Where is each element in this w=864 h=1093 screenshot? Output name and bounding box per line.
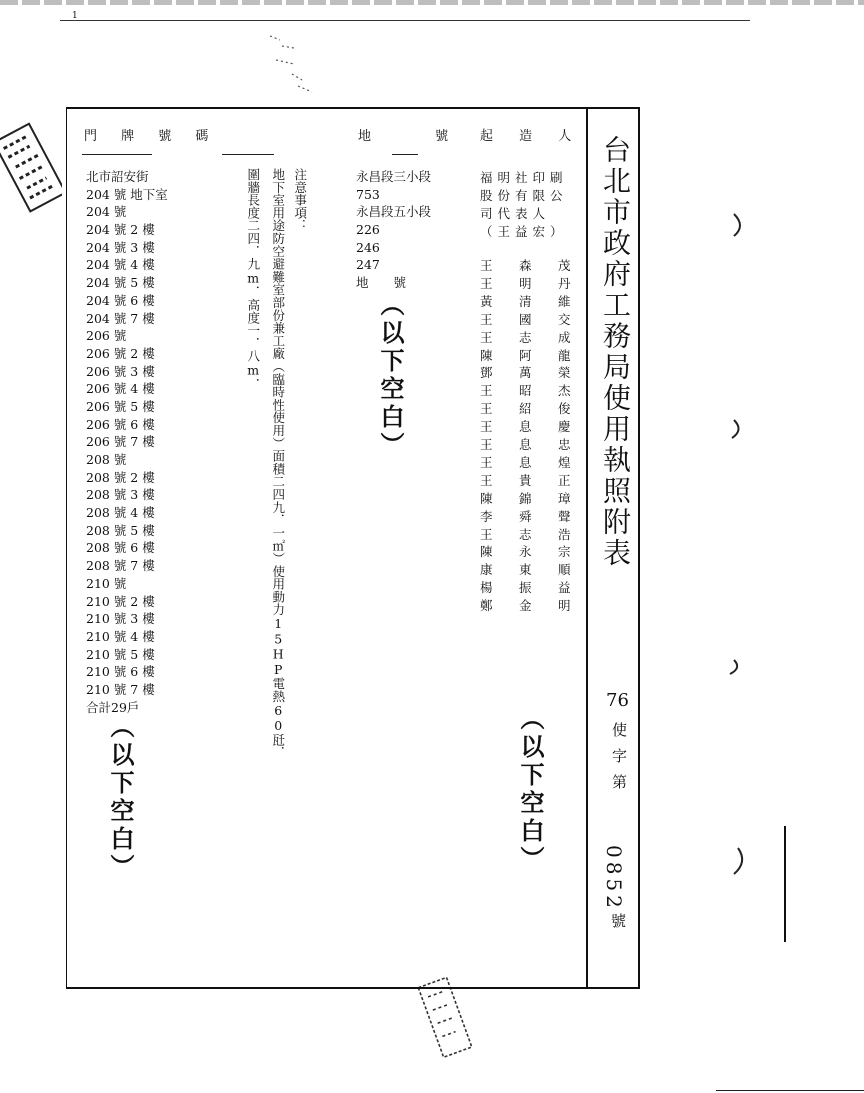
address-item: 206 號 7 樓 xyxy=(86,434,155,450)
top-rule xyxy=(60,20,750,21)
address-item: 208 號 xyxy=(86,452,127,467)
builder-name: 王 昭 杰 xyxy=(480,383,578,399)
builder-name: 王 國 交 xyxy=(480,311,578,327)
address-item: 210 號 6 樓 xyxy=(86,664,155,680)
blank-mark-address: （以下空白） xyxy=(106,714,134,882)
lot-item: 753 xyxy=(356,186,380,202)
address-item: 206 號 xyxy=(86,328,127,344)
note-heading: 注意事項： xyxy=(292,168,308,232)
lot-item: 地 號 xyxy=(356,275,407,291)
address-item: 206 號 6 樓 xyxy=(86,416,155,432)
address-item: 210 號 2 樓 xyxy=(86,593,155,609)
address-item: 208 號 2 樓 xyxy=(86,469,155,485)
permit-label: 使字第 xyxy=(610,722,628,800)
header-builder: 起 造 人 xyxy=(480,129,573,144)
lot-item: 永昌段五小段 xyxy=(356,204,432,220)
address-item: 210 號 7 樓 xyxy=(86,681,155,697)
builder-name: 鄭 金 明 xyxy=(480,598,578,614)
bottom-right-rule xyxy=(716,1090,864,1091)
address-item: 204 號 地下室 xyxy=(86,186,168,202)
lot-list xyxy=(356,168,431,292)
header-address: 門 牌 號 碼 xyxy=(84,129,210,144)
builder-name: 陳 永 宗 xyxy=(480,544,578,560)
address-item: 204 號 6 樓 xyxy=(86,292,155,308)
address-item: 208 號 7 樓 xyxy=(86,558,155,574)
stamp-left-mark xyxy=(0,118,62,218)
builder-name: 王 志 浩 xyxy=(480,526,578,542)
header-underline-1 xyxy=(82,154,152,155)
address-item: 210 號 xyxy=(86,575,127,591)
address-item: 208 號 3 樓 xyxy=(86,487,155,503)
address-item: 208 號 5 樓 xyxy=(86,522,155,538)
builder-name: 王 貴 正 xyxy=(480,472,578,488)
builder-name: 康 東 順 xyxy=(480,562,578,578)
permit-suffix: 號 xyxy=(611,912,627,930)
right-vertical-rule xyxy=(784,826,786,942)
builder-name: 楊 振 益 xyxy=(480,580,578,596)
lot-item: 247 xyxy=(356,257,380,273)
header-underline-3 xyxy=(392,154,418,155)
builder-name: 黃 清 維 xyxy=(480,293,578,309)
permit-year: 76 xyxy=(606,690,629,711)
address-item: 208 號 6 樓 xyxy=(86,540,155,556)
address-item: 北市詔安街 xyxy=(86,169,149,184)
builder-name: 陳 錦 璋 xyxy=(480,490,578,506)
builder-company-line: 股份有限公 xyxy=(480,187,568,203)
address-item: 206 號 4 樓 xyxy=(86,381,155,397)
address-item: 204 號 4 樓 xyxy=(86,257,155,273)
address-item: 204 號 xyxy=(86,204,127,220)
page-number: 1 xyxy=(72,11,78,21)
note-wall-dimensions: 圍牆長度二四．九m．高度一．八m． xyxy=(245,168,261,391)
blank-mark-builder: （以下空白） xyxy=(516,706,544,874)
address-list xyxy=(86,168,168,716)
permit-number: 0852 xyxy=(602,845,626,912)
margin-marks xyxy=(720,200,780,900)
builder-name: 王 息 煌 xyxy=(480,454,578,470)
document-title: 台北市政府工務局使用執照附表 xyxy=(599,135,632,569)
address-item: 204 號 7 樓 xyxy=(86,310,155,326)
top-scan-edge xyxy=(0,0,864,5)
address-item: 204 號 2 樓 xyxy=(86,222,155,238)
builder-name: 王 志 成 xyxy=(480,329,578,345)
address-item: 206 號 5 樓 xyxy=(86,398,155,414)
address-item: 206 號 2 樓 xyxy=(86,345,155,361)
blank-mark-lot: （以下空白） xyxy=(376,292,404,460)
builder-name: 王 息 忠 xyxy=(480,437,578,452)
stamp-top-mark xyxy=(262,30,322,100)
address-item: 210 號 4 樓 xyxy=(86,628,155,644)
address-item: 210 號 5 樓 xyxy=(86,646,155,662)
address-item: 204 號 3 樓 xyxy=(86,239,155,255)
header-underline-2 xyxy=(222,154,274,155)
builder-name: 王 明 丹 xyxy=(480,275,578,291)
builder-name: 王 紹 俊 xyxy=(480,401,578,417)
builder-company-line: 司代表人 xyxy=(480,205,551,221)
builder-name: 王 息 慶 xyxy=(480,419,578,435)
address-item: 合計29戶 xyxy=(86,699,140,715)
address-item: 210 號 3 樓 xyxy=(86,611,155,627)
builder-company-line: （王益宏） xyxy=(480,223,568,239)
lot-item: 226 xyxy=(356,222,380,238)
lot-item: 246 xyxy=(356,239,380,255)
address-item: 208 號 4 樓 xyxy=(86,505,155,521)
address-item: 204 號 5 樓 xyxy=(86,275,155,291)
note-basement-use: 地下室用途防空避難室部份兼工廠（臨時性使用）面積二四九．一㎡）使用動力15HP電熱60瓩． xyxy=(270,168,286,759)
lot-item: 永昌段三小段 xyxy=(356,169,432,184)
builder-name: 李 舜 聲 xyxy=(480,508,578,524)
builder-name: 王 森 茂 xyxy=(480,258,578,273)
builder-name: 鄧 萬 榮 xyxy=(480,365,578,381)
column-divider-title xyxy=(586,107,588,989)
builder-company-line: 福明社印刷 xyxy=(480,170,568,185)
builder-name: 陳 阿 龍 xyxy=(480,347,578,363)
header-lot: 地 號 xyxy=(358,129,450,144)
address-item: 206 號 3 樓 xyxy=(86,363,155,379)
